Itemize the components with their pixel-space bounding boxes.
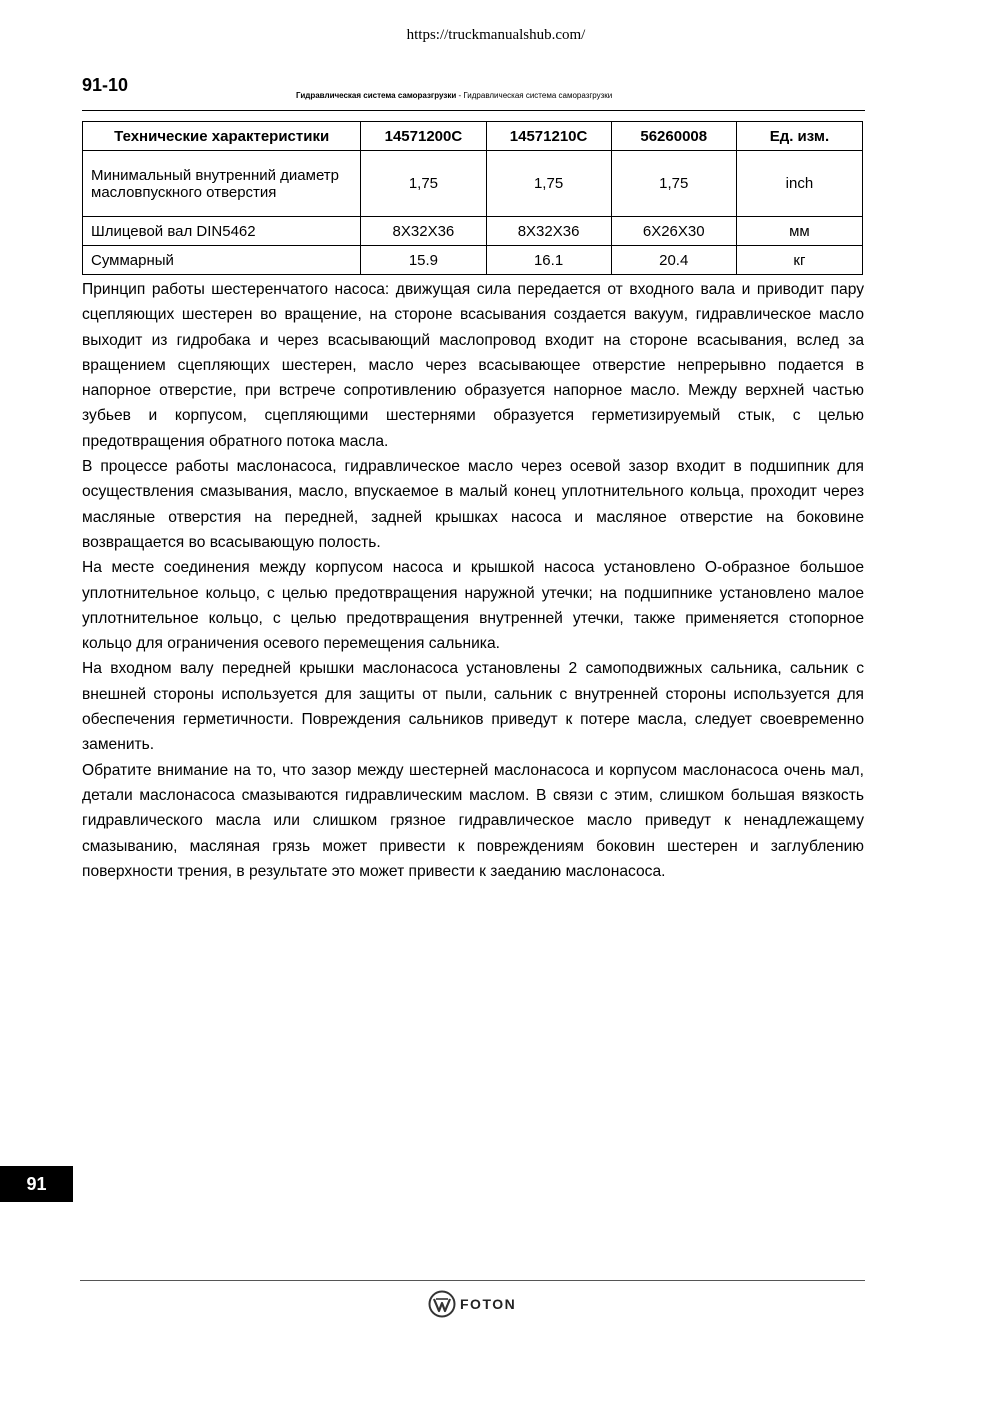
table-cell: 1,75 (361, 151, 486, 217)
specifications-table (82, 121, 863, 275)
footer-logo (428, 1290, 516, 1318)
table-cell: 6X26X30 (611, 217, 736, 246)
table-cell: 16.1 (486, 246, 611, 275)
column-header: 14571210C (486, 122, 611, 151)
table-header-row (83, 122, 863, 151)
table-cell: мм (736, 217, 862, 246)
column-header: 56260008 (611, 122, 736, 151)
table-row (83, 217, 863, 246)
paragraph: Обратите внимание на то, что зазор между шестерней маслонасоса и корпусом маслонасоса очень мал, детали маслонасоса смазываются гидравлическим маслом. В связи с этим, слишком большая вязкость гидравлического масла или слишком грязное гидравлическое масло приведут к ненадлежащему смазыванию, масляная грязь может привести к повреждениям боковин шестерен и заглублению поверхности трения, в результате это может привести к заеданию маслонасоса. (82, 761, 864, 880)
table-cell: 8X32X36 (486, 217, 611, 246)
table-cell: кг (736, 246, 862, 275)
paragraph: В процессе работы маслонасоса, гидравлическое масло через осевой зазор входит в подшипник для осуществления смазывания, масло, впускаемое в малый конец уплотнительного кольца, проходит через масляные отверстия на передней, задней крышках насоса и масляное отверстие на боковине возвращается во всасывающую полость. (82, 458, 864, 551)
source-url: https://truckmanualshub.com/ (406, 27, 586, 43)
column-header: Ед. изм. (736, 122, 862, 151)
table-cell: 15.9 (361, 246, 486, 275)
body-text (82, 277, 864, 884)
paragraph: Принцип работы шестеренчатого насоса: движущая сила передается от входного вала и приводит пару сцепляющих шестерен во вращение, на стороне всасывания создается вакуум, гидравлическое масло выходит из гидробака и через всасывающий маслопровод входит на стороне всасывания, вслед за вращением сцепляющих шестерен, масло через всасывающее отверстие непрерывно подается в напорное отверстие, при встрече сопротивлению образуется напорное масло. Между верхней частью зубьев и корпусом, сцепляющими шестернями образуется герметизируемый стык, с целью предотвращения обратного потока масла. (82, 281, 864, 450)
table-cell: 1,75 (611, 151, 736, 217)
chapter-tab: 91 (0, 1166, 73, 1202)
header-divider (82, 110, 865, 111)
paragraph: На входном валу передней крышки маслонасоса установлены 2 самоподвижных сальника, сальник с внешней стороны используется для защиты от пыли, сальник с внутренней стороны используется для обеспечения герметичности. Повреждения сальников приведут к потере масла, следует своевременно заменить. (82, 660, 864, 754)
table-cell: Минимальный внутренний диаметр масловпускного отверстия (83, 151, 361, 217)
brand-name: FOTON (460, 1296, 517, 1312)
table-cell: inch (736, 151, 862, 217)
section-title-bold: Гидравлическая система саморазгрузки (296, 91, 457, 100)
foton-logo-icon (428, 1290, 456, 1318)
table-cell: Шлицевой вал DIN5462 (83, 217, 361, 246)
table-row (83, 151, 863, 217)
table-cell: 8X32X36 (361, 217, 486, 246)
table-row (83, 246, 863, 275)
table-cell: Суммарный (83, 246, 361, 275)
column-header: 14571200C (361, 122, 486, 151)
footer-divider (80, 1280, 865, 1281)
section-title-rest: - Гидравлическая система саморазгрузки (456, 91, 613, 100)
table-cell: 1,75 (486, 151, 611, 217)
column-header: Технические характеристики (83, 122, 361, 151)
section-title (296, 91, 612, 100)
page-number-code: 91-10 (82, 75, 129, 95)
table-cell: 20.4 (611, 246, 736, 275)
paragraph: На месте соединения между корпусом насоса и крышкой насоса установлено О-образное большое уплотнительное кольцо, с целью предотвращения наружной утечки; на подшипнике установлено малое уплотнительное кольцо, с целью предотвращения внутренней утечки, также применяется стопорное кольцо для ограничения осевого перемещения сальника. (82, 559, 864, 653)
